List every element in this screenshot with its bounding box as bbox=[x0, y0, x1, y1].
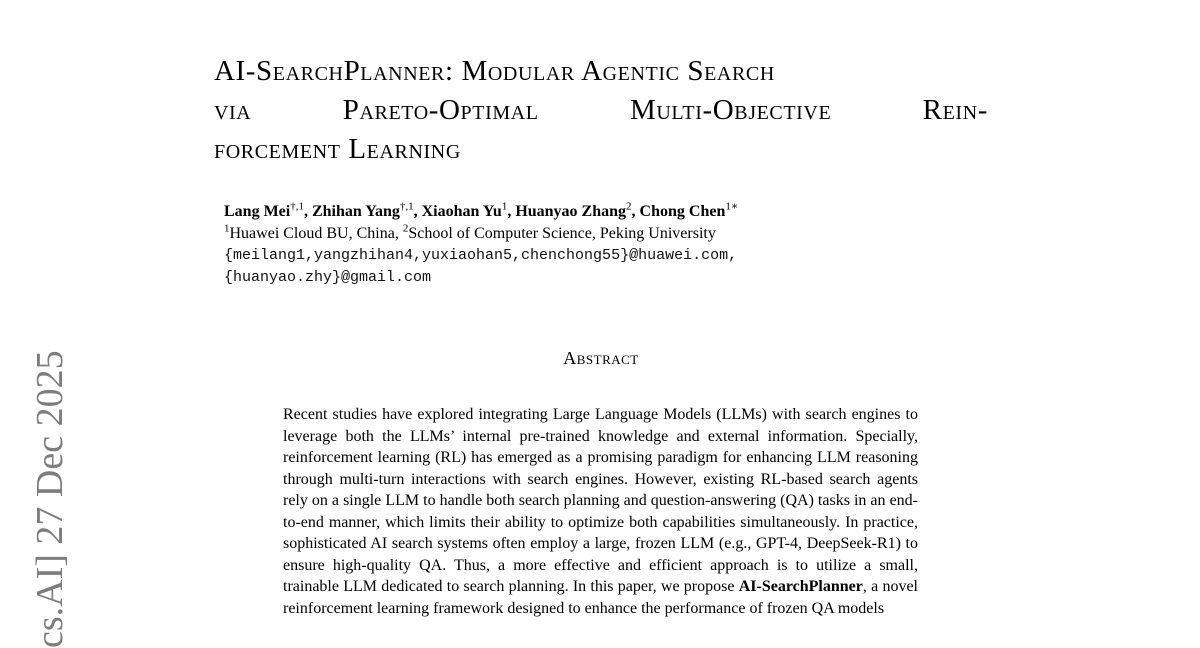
affiliation-sup: 2 bbox=[402, 222, 409, 235]
author-name: Lang Mei bbox=[224, 203, 291, 220]
title-word: Rein- bbox=[922, 94, 988, 126]
email-line-1: {meilang1,yangzhihan4,yuxiaohan5,chenchong55}@huawei.com, bbox=[224, 247, 738, 264]
title-word: Pareto-Optimal bbox=[342, 94, 539, 126]
arxiv-stamp-text: cs.AI] 27 Dec 2025 bbox=[29, 350, 71, 648]
author-block bbox=[224, 201, 984, 289]
author-sup: 2 bbox=[626, 200, 632, 213]
title-line-3: forcement Learning bbox=[214, 133, 461, 165]
title-line-2 bbox=[214, 91, 988, 130]
abstract-text-part: , a novel reinforcement learning framework designed to enhance the performance of frozen QA models bbox=[283, 578, 918, 617]
author-sup: †,1 bbox=[399, 200, 414, 213]
abstract-text-part: Recent studies have explored integrating Large Language Models (LLMs) with search engines to leverage both the LLMs’ internal pre-trained knowledge and external information. Specially, reinforcement learning (RL) has emerged as a promising paradigm for enhancing LLM reasoning through multi-turn interactions with search engines. However, existing RL-based search agents rely on a single LLM to handle both search planning and question-answering (QA) tasks in an end-to-end manner, which limits their ability to optimize both capabilities simultaneously. In practice, sophisticated AI search systems often employ a large, frozen LLM (e.g., GPT-4, DeepSeek-R1) to ensure high-quality QA. Thus, a more effective and efficient approach is to utilize a small, trainable LLM dedicated to search planning. In this paper, we propose bbox=[283, 406, 918, 595]
title-word: via bbox=[214, 94, 252, 126]
arxiv-side-stamp bbox=[28, 318, 72, 648]
affiliation-peking: School of Computer Science, Peking University bbox=[408, 225, 716, 242]
paper-title bbox=[214, 52, 988, 169]
author-sup: †,1 bbox=[290, 200, 304, 213]
affiliation-huawei: Huawei Cloud BU, China, bbox=[229, 225, 399, 242]
author-sup: 1∗ bbox=[725, 200, 739, 213]
abstract-bold-term: AI-SearchPlanner bbox=[738, 578, 863, 595]
affiliation-sup: 1 bbox=[224, 222, 230, 235]
title-line-1: AI-SearchPlanner: Modular Agentic Search bbox=[214, 55, 775, 87]
title-word: Multi-Objective bbox=[629, 94, 832, 126]
author-list: Lang Mei$^{\dagger,1}$, Zhihan Yang$^{\dagger,1}$, Xiaohan Yu$^1$, Huanyao Zhang$^2$, Chong Chen$^{1∗}$ bbox=[224, 200, 739, 220]
author-name: Chong Chen bbox=[639, 203, 726, 220]
abstract-heading: Abstract bbox=[563, 348, 639, 368]
email-line-2: {huanyao.zhy}@gmail.com bbox=[224, 269, 432, 286]
abstract-text bbox=[283, 404, 918, 648]
author-name: Zhihan Yang bbox=[311, 203, 400, 220]
affiliation-line bbox=[224, 223, 984, 245]
author-name: Huanyao Zhang bbox=[515, 203, 627, 220]
author-name: Xiaohan Yu bbox=[421, 203, 502, 220]
author-sup: 1 bbox=[501, 200, 508, 213]
